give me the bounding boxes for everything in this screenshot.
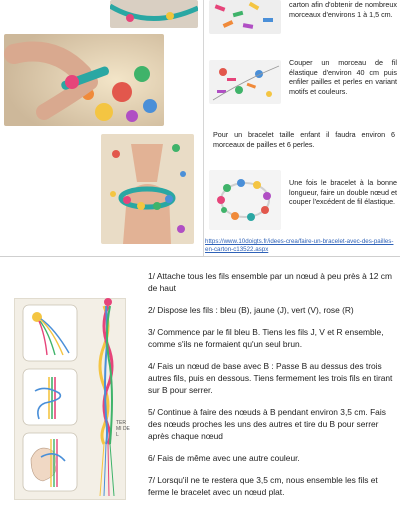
illustration-braided-bracelet (94, 296, 126, 500)
step2-text: Couper un morceau de fil élastique d'environ 40 cm puis enfiler pailles et perles en variant motifs et couleurs. (289, 58, 397, 96)
illustration-label: TERMI DE L (116, 420, 130, 438)
photo-finished-bracelet (209, 170, 281, 230)
instruction-steps (148, 270, 394, 498)
step-2: 2/ Dispose les fils : bleu (B), jaune (J), vert (V), rose (R) (148, 305, 354, 315)
step-4: 4/ Fais un nœud de base avec B : Passe B au dessus des trois autres fils, puis en dessous. Tiens fermement les trois fils en tirant sur B pour serrer. (148, 361, 393, 395)
photo-straws-and-beads (209, 60, 281, 104)
source-link[interactable]: https://www.10doigts.fr/idees-crea/faire-un-bracelet-avec-des-pailles-en-carton-c13522.aspx (205, 238, 394, 253)
step-5: 5/ Continue à faire des nœuds à B pendant environ 3,5 cm. Fais des nœuds proches les uns des autres et tire du B pour serrer après chaque nœud (148, 407, 386, 441)
photo-straw-bracelet-top (110, 0, 198, 28)
step-6: 6/ Fais de même avec une autre couleur. (148, 453, 300, 463)
step-1: 1/ Attache tous les fils ensemble par un nœud à peu près à 12 cm de haut (148, 271, 392, 293)
step-7: 7/ Lorsqu'il ne te restera que 3,5 cm, nous ensemble les fils et ferme le bracelet avec un nœud plat. (148, 475, 378, 497)
step4-text: Une fois le bracelet à la bonne longueur, faire un double nœud et couper l'excédent de fil élastique. (289, 178, 397, 207)
step-3: 3/ Commence par le fil bleu B. Tiens les fils J, V et R ensemble, comme s'ils ne formaient qu'un seul brun. (148, 327, 384, 349)
section-divider (0, 256, 400, 257)
photo-bracelet-on-wrist (101, 134, 194, 244)
step1-text: carton afin d'obtenir de nombreux morceaux d'environs 1 à 1,5 cm. (289, 0, 397, 19)
column-divider (203, 0, 204, 256)
step3-text: Pour un bracelet taille enfant il faudra environ 6 morceaux de pailles et 6 perles. (213, 130, 395, 149)
photo-cut-straws (209, 0, 281, 34)
photo-threading-beads (4, 34, 164, 126)
